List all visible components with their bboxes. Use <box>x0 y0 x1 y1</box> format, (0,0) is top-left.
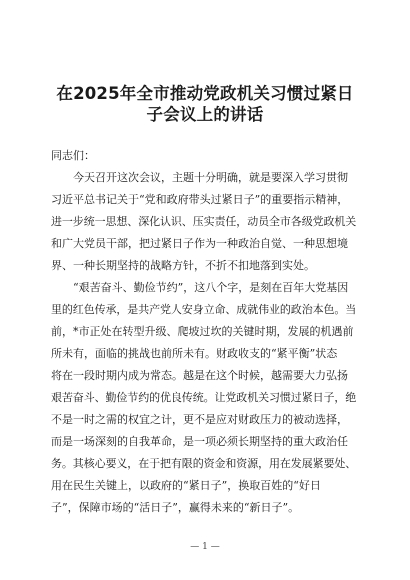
document-title-line-2: 子会议上的讲话 <box>146 105 264 124</box>
page-number: — 1 — <box>190 542 220 552</box>
body-line-10: 将在一段时期内成为常态。越是在这个时候，越需要大力弘扬 <box>51 369 348 382</box>
body-line-12: 不是一时之需的权宜之计，更不是应对财政压力的被动选择， <box>51 413 348 426</box>
body-line-15: 用在民生关键上，以政府的“紧日子”，换取百姓的“好日 <box>51 479 321 492</box>
salutation: 同志们： <box>51 149 95 162</box>
body-line-1: 今天召开这次会议，主题十分明确，就是要深入学习贯彻 <box>73 171 348 184</box>
body-line-6: “艰苦奋斗、勤俭节约”，这八个字，是刻在百年大党基因 <box>73 281 349 294</box>
body-line-9: 所未有，面临的挑战也前所未有。财政收支的“紧平衡”状态 <box>51 347 338 360</box>
document-title-line-1: 在2025年全市推动党政机关习惯过紧日 <box>56 84 354 103</box>
body-line-11: 艰苦奋斗、勤俭节约的优良传统。让党政机关习惯过紧日子，绝 <box>51 391 357 404</box>
body-line-8: 前，*市正处在转型升级、爬坡过坎的关键时期，发展的机遇前 <box>51 325 354 338</box>
body-line-7: 里的红色传承，是共产党人安身立命、成就伟业的政治本色。当 <box>51 303 357 316</box>
body-line-2: 习近平总书记关于“党和政府带头过紧日子”的重要指示精神， <box>51 193 349 206</box>
body-line-3: 进一步统一思想、深化认识、压实责任，动员全市各级党政机关 <box>51 215 357 228</box>
body-line-14: 务。其核心要义，在于把有限的资金和资源，用在发展紧要处、 <box>51 457 357 470</box>
body-line-16: 子”，保障市场的“活日子”，赢得未来的“新日子”。 <box>51 501 300 514</box>
body-line-5: 界、一种长期坚持的战略方针，不折不扣地落到实处。 <box>51 259 315 272</box>
body-line-13: 而是一场深刻的自我革命，是一项必须长期坚持的重大政治任 <box>51 435 348 448</box>
body-line-4: 和广大党员干部，把过紧日子作为一种政治自觉、一种思想境 <box>51 237 348 250</box>
